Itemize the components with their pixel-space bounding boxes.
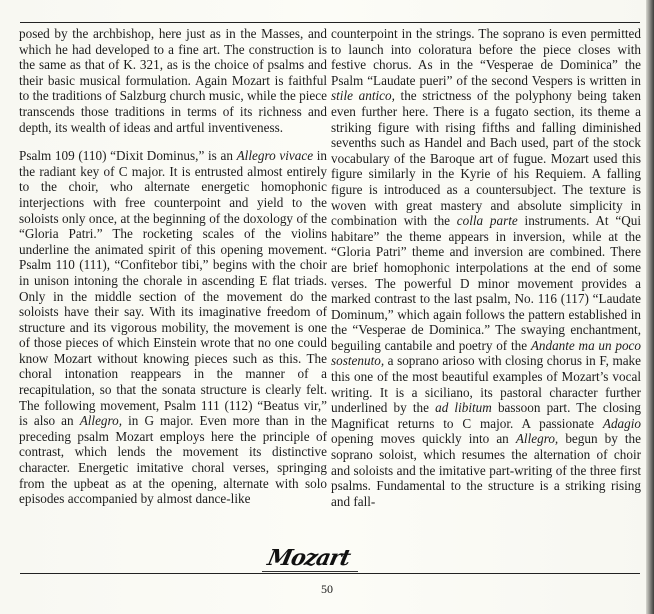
italic-term: ad libitum — [435, 400, 492, 416]
mozart-signature-logo: Mozart — [265, 545, 353, 571]
right-column — [331, 26, 641, 509]
paragraph — [19, 148, 327, 507]
text-run: begun by the soprano soloist, which resumes the alternation of choir and soloists and the imitative part-writing of the three first psalms. Fundamental to the structure is a striking rising and fall- — [331, 431, 642, 509]
text-run: counterpoint in the strings. The soprano is even permitted to launch into coloratura before the piece closes with festive chorus. As in the “Vesperae de Dominica” the Psalm “Laudate pueri” of the second Vespers is written in — [331, 26, 641, 88]
text-run: posed by the archbishop, here just as in the Masses, and which he had developed to a fine art. The construction is the same as that of K. 321, as is the choice of psalms and their basic musical formulation. Again Mozart is faithful to the traditions of Salzburg church music, while the piece transcends those traditions in terms of its richness and depth, its wealth of ideas and artful inventiveness. — [19, 26, 327, 135]
italic-term: Allegro, — [515, 431, 559, 447]
left-column — [19, 26, 327, 507]
text-run: Psalm 109 (110) “Dixit Dominus,” is an — [19, 148, 237, 164]
page-number: 50 — [321, 582, 333, 596]
italic-term: Allegro, — [79, 413, 123, 429]
book-spine-shadow — [646, 0, 654, 614]
signature-underline — [262, 571, 358, 572]
italic-term: colla parte — [456, 213, 518, 229]
bottom-rule — [20, 573, 640, 574]
italic-term: stile antico, — [331, 88, 395, 104]
text-run: instruments. At “Qui habitare” the theme appears in inversion, while at the “Gloria Patri” theme and inversion are combined. There are brief homophonic interpolations at the end of some verses. The powerful D minor movement provides a marked contrast to the last psalm, No. 116 (117) “Laudate Dominum,” which again follows the pattern established in the “Vesperae de Dominica.” The swaying enchantment, beguiling cantabile and poetry of the — [331, 213, 641, 353]
text-run: in the radiant key of C major. It is entrusted almost entirely to the choir, who alternate energetic homophonic interjections with free counterpoint and yield to the soloists only once, at the beginning of the doxology of the “Gloria Patri.” The rocketing scales of the violins underline the animated spirit of this opening movement. Psalm 110 (111), “Confitebor tibi,” begins with the choir in unison intoning the chorale in ascending E flat triads. Only in the middle section of the movement do the soloists have their say. With its imaginative freedom of structure and its vigorous mobility, the movement is one of those pieces of which Einstein wrote that no one could know Mozart without knowing pieces such as this. The choral intonation reappears in the manner of a recapitulation, so that the sonata structure is clearly felt. The following movement, Psalm 111 (112) “Beatus vir,” is also an — [19, 148, 328, 429]
text-run: a soprano arioso with closing chorus in F, make this one of the most beautiful examples of Mozart’s vocal writing. It is a siciliano, its pastoral character further underlined by the — [331, 353, 641, 416]
italic-term: Allegro vivace — [236, 148, 314, 164]
italic-term: Adagio — [602, 415, 641, 431]
top-rule — [20, 22, 640, 23]
paragraph — [19, 26, 327, 135]
italic-term: Andante ma un poco sostenuto, — [331, 337, 642, 369]
text-run: opening moves quickly into an — [331, 431, 516, 447]
paragraph — [331, 26, 641, 509]
text-run: bassoon part. The closing Magnificat returns to C major. A passionate — [331, 400, 642, 431]
text-run: in G major. Even more than in the preceding psalm Mozart employs here the principle of contrast, which lends the movement its distinctive character. Energetic imitative choral verses, springing from the upbeat as at the opening, alternate with solo episodes accompanied by almost dance-like — [19, 413, 327, 507]
text-run: the strictness of the polyphony being taken even further here. There is a fugato section, its theme a striking figure with rising fifths and falling diminished sevenths such as Handel and Bach used, part of the stock vocabulary of the Baroque art of fugue. Mozart used this figure similarly in the Kyrie of his Requiem. A falling figure is introduced as a countersubject. The texture is woven with great mastery and absolute simplicity in combination with the — [331, 88, 641, 229]
